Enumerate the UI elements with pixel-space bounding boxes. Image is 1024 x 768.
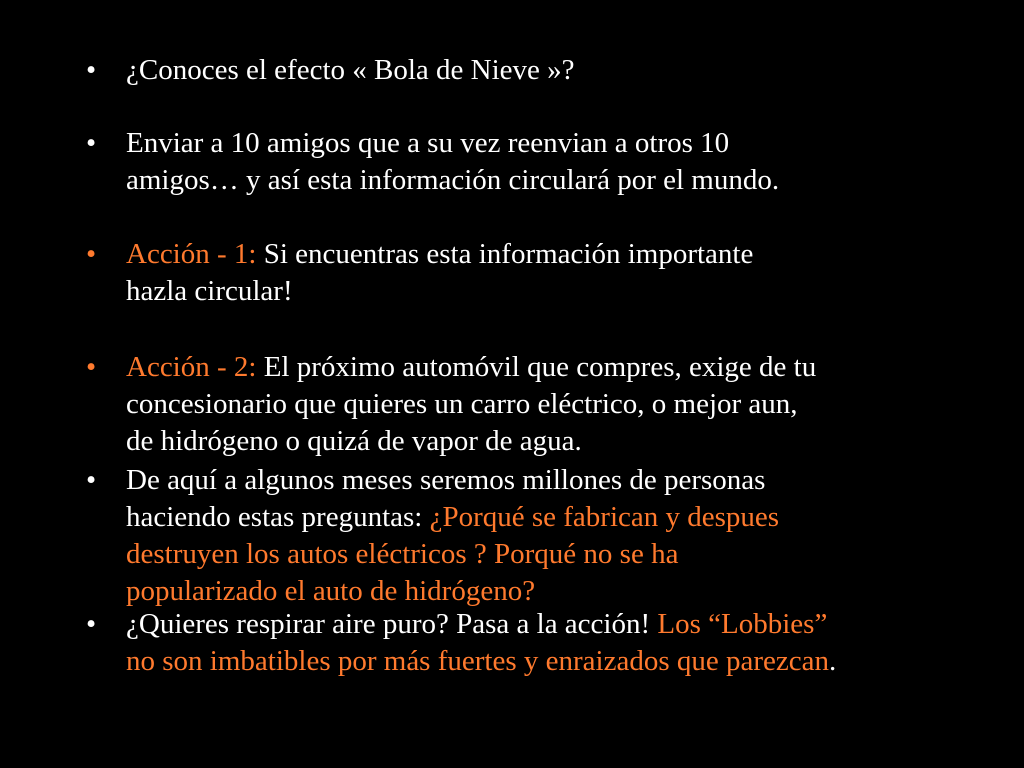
- highlighted-text: Acción - 1:: [126, 238, 257, 270]
- bullet-line: [126, 573, 986, 610]
- bullet-line: [126, 536, 986, 573]
- bullet-dot: •: [86, 608, 97, 640]
- bullet-dot: •: [86, 238, 97, 270]
- body-text: ¿Quieres respirar aire puro? Pasa a la acción!: [126, 608, 658, 640]
- highlighted-text: popularizado el auto de hidrógeno?: [126, 575, 536, 607]
- bullet-line: [126, 52, 986, 89]
- bullet-line: [126, 125, 986, 162]
- bullet-dot: •: [86, 54, 97, 86]
- body-text: amigos… y así esta información circulará por el mundo.: [126, 164, 780, 196]
- body-text: De aquí a algunos meses seremos millones de personas: [126, 464, 766, 496]
- bullet-text: [126, 236, 986, 310]
- bullet-text: [126, 462, 986, 610]
- body-text: Enviar a 10 amigos que a su vez reenvian a otros 10: [126, 127, 730, 159]
- bullet-line: [126, 273, 986, 310]
- bullet-line: [126, 606, 986, 643]
- bullet-line: [126, 162, 986, 199]
- bullet-dot: •: [86, 351, 97, 383]
- bullet-line: [126, 236, 986, 273]
- bullet-text: [126, 606, 986, 680]
- bullet-dot: •: [86, 127, 97, 159]
- bullet-line: [126, 462, 986, 499]
- bullet-text: [126, 52, 986, 89]
- body-text: .: [829, 645, 837, 677]
- bullet-text: [126, 125, 986, 199]
- body-text: Si encuentras esta información importante: [256, 238, 754, 270]
- body-text: ¿Conoces el efecto « Bola de Nieve »?: [126, 54, 575, 86]
- body-text: hazla circular!: [126, 275, 293, 307]
- highlighted-text: Los “Lobbies”: [657, 608, 828, 640]
- bullet-line: [126, 643, 986, 680]
- highlighted-text: Acción - 2:: [126, 351, 257, 383]
- bullet-line: [126, 423, 986, 460]
- bullet-line: [126, 349, 986, 386]
- body-text: El próximo automóvil que compres, exige de tu: [256, 351, 817, 383]
- bullet-line: [126, 386, 986, 423]
- bullet-line: [126, 499, 986, 536]
- body-text: de hidrógeno o quizá de vapor de agua.: [126, 425, 582, 457]
- body-text: concesionario que quieres un carro eléctrico, o mejor aun,: [126, 388, 798, 420]
- highlighted-text: ¿Porqué se fabrican y despues: [429, 501, 780, 533]
- highlighted-text: destruyen los autos eléctricos ? Porqué no se ha: [126, 538, 679, 570]
- bullet-text: [126, 349, 986, 460]
- bullet-dot: •: [86, 464, 97, 496]
- body-text: haciendo estas preguntas:: [126, 501, 430, 533]
- highlighted-text: no son imbatibles por más fuertes y enraizados que parezcan: [126, 645, 829, 677]
